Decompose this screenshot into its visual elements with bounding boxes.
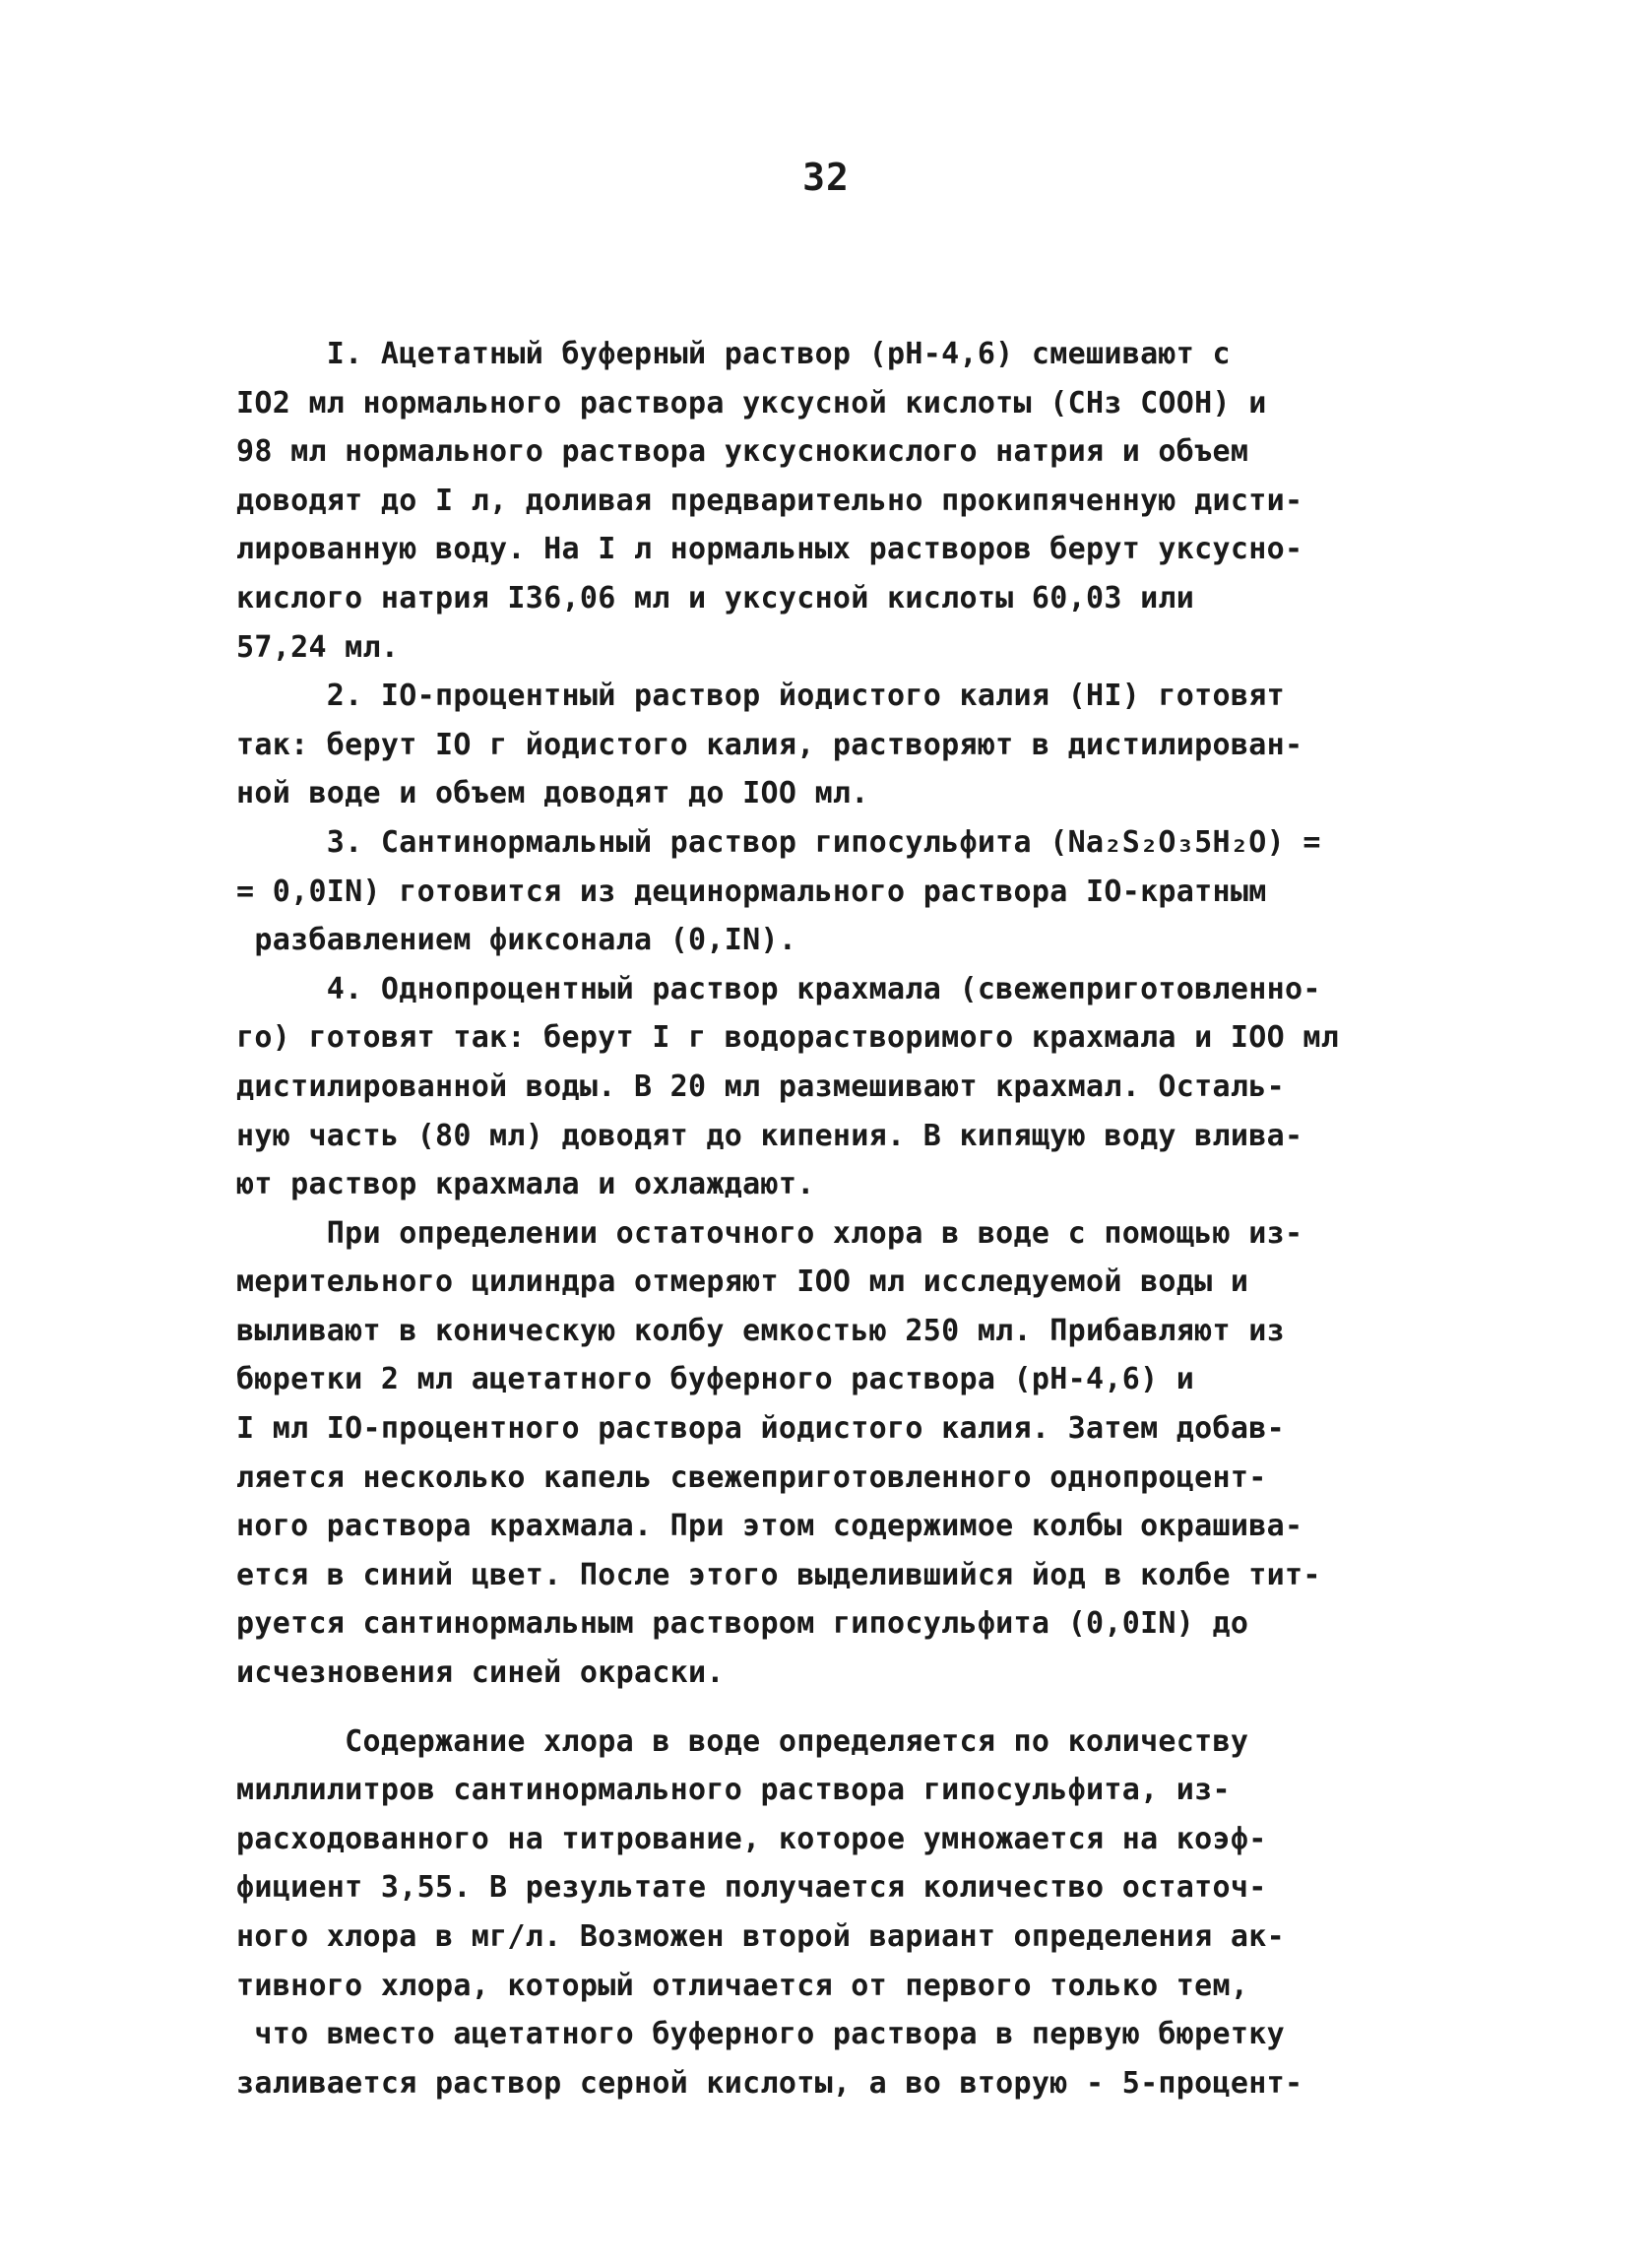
text-line: ного раствора крахмала. При этом содержимое колбы окрашива- <box>236 1509 1303 1544</box>
text-line: ную часть (80 мл) доводят до кипения. В кипящую воду влива- <box>236 1118 1303 1153</box>
text-line: так: берут IО г йодистого калия, растворяют в дистилирован- <box>236 727 1303 762</box>
text-line: ют раствор крахмала и охлаждают. <box>236 1167 815 1202</box>
text-line: расходованного на титрование, которое умножается на коэф- <box>236 1821 1267 1856</box>
text-line: ной воде и объем доводят до IОО мл. <box>236 776 869 811</box>
text-line: выливают в коническую колбу емкостью 250 мл. Прибавляют из <box>236 1313 1285 1348</box>
text-line: 3. Сантинормальный раствор гипосульфита (Na₂S₂O₃5H₂O) = <box>236 824 1321 860</box>
paragraph-acetate-buffer <box>236 330 1428 672</box>
text-line: При определении остаточного хлора в воде с помощью из- <box>236 1215 1303 1251</box>
body-text <box>236 330 1428 2107</box>
text-line: бюретки 2 мл ацетатного буферного раствора (рН-4,6) и <box>236 1362 1195 1397</box>
page-number: 32 <box>802 156 850 199</box>
paragraph-spacer <box>236 1698 1428 1717</box>
text-line: дистилированной воды. В 20 мл размешивают крахмал. Осталь- <box>236 1069 1285 1104</box>
text-line: 98 мл нормального раствора уксуснокислого натрия и объем <box>236 434 1249 470</box>
text-line: фициент 3,55. В результате получается количество остаточ- <box>236 1870 1267 1906</box>
text-line: ется в синий цвет. После этого выделившийся йод в колбе тит- <box>236 1557 1321 1592</box>
paragraph-hyposulfite <box>236 818 1428 965</box>
text-line: ляется несколько капель свежеприготовленного однопроцент- <box>236 1459 1267 1495</box>
text-line: лированную воду. На I л нормальных растворов берут уксусно- <box>236 532 1303 567</box>
text-line: 4. Однопроцентный раствор крахмала (свежеприготовленно- <box>236 971 1321 1006</box>
text-line: ного хлора в мг/л. Возможен второй вариант определения ак- <box>236 1919 1285 1954</box>
text-line: 57,24 мл. <box>236 629 400 665</box>
paragraph-chlorine-content <box>236 1717 1428 2108</box>
text-line: что вместо ацетатного буферного раствора в первую бюретку <box>236 2017 1285 2052</box>
text-line: разбавлением фиксонала (0,IN). <box>236 923 797 958</box>
paragraph-potassium-iodide <box>236 672 1428 818</box>
text-line: Содержание хлора в воде определяется по количеству <box>236 1723 1249 1759</box>
text-line: I мл IО-процентного раствора йодистого калия. Затем добав- <box>236 1411 1285 1447</box>
text-line: тивного хлора, который отличается от первого только тем, <box>236 1968 1249 2003</box>
text-line: I. Ацетатный буферный раствор (рН-4,6) смешивают с <box>236 337 1231 371</box>
text-line: миллилитров сантинормального раствора гипосульфита, из- <box>236 1773 1231 1808</box>
text-line: = 0,0IN) готовится из децинормального раствора IО-кратным <box>236 874 1267 909</box>
text-line: кислого натрия I36,06 мл и уксусной кислоты 60,03 или <box>236 580 1195 616</box>
text-line: мерительного цилиндра отмеряют IОО мл исследуемой воды и <box>236 1264 1249 1300</box>
text-line: руется сантинормальным раствором гипосульфита (0,0IN) до <box>236 1606 1249 1642</box>
text-line: 2. IО-процентный раствор йодистого калия (HI) готовят <box>236 679 1285 714</box>
text-line: заливается раствор серной кислоты, а во вторую - 5-процент- <box>236 2065 1303 2101</box>
paragraph-starch <box>236 965 1428 1209</box>
text-line: доводят до I л, доливая предварительно прокипяченную дисти- <box>236 483 1303 518</box>
text-line: IО2 мл нормального раствора уксусной кислоты (СНз СООН) и <box>236 385 1267 421</box>
text-line: го) готовят так: берут I г водорастворимого крахмала и IОО мл <box>236 1020 1340 1056</box>
paragraph-procedure <box>236 1209 1428 1698</box>
text-line: исчезновения синей окраски. <box>236 1655 725 1691</box>
